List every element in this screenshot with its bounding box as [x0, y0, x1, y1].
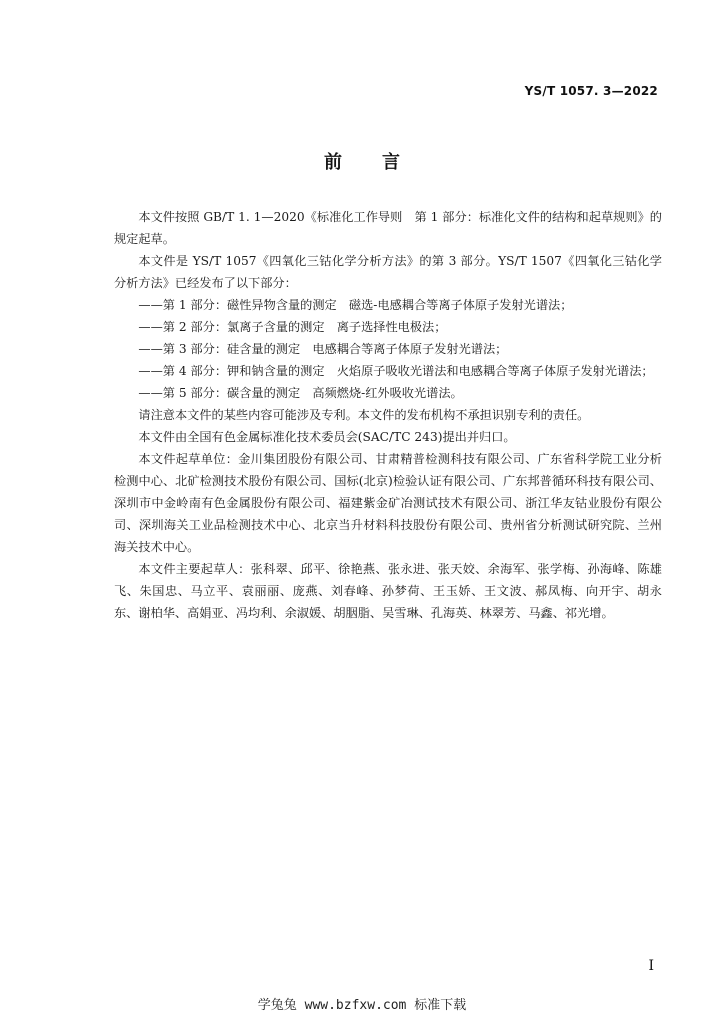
paragraph-series-intro: 本文件是 YS/T 1057《四氧化三钴化学分析方法》的第 3 部分。YS/T 1507《四氧化三钴化学分析方法》已经发布了以下部分：: [114, 254, 662, 290]
list-item: ——第 1 部分：磁性异物含量的测定 磁选-电感耦合等离子体原子发射光谱法；: [138, 298, 573, 312]
paragraph-drafting-rules: 本文件按照 GB/T 1. 1—2020《标准化工作导则 第 1 部分：标准化文件的结构和起草规则》的规定起草。: [114, 210, 662, 246]
paragraph-drafting-units: 本文件起草单位：金川集团股份有限公司、甘肃精普检测科技有限公司、广东省科学院工业分析检测中心、北矿检测技术股份有限公司、国标(北京)检验认证有限公司、广东邦普循环科技有限公司、深圳市中金岭南有色金属股份有限公司、福建紫金矿冶测试技术有限公司、浙江华友钴业股份有限公司、深圳海关工业品检测技术中心、北京当升材料科技股份有限公司、贵州省分析测试研究院、兰州海关技术中心。: [114, 452, 662, 554]
list-item: ——第 2 部分：氯离子含量的测定 离子选择性电极法；: [138, 320, 447, 334]
paragraph-patent-notice: 请注意本文件的某些内容可能涉及专利。本文件的发布机构不承担识别专利的责任。: [138, 408, 590, 422]
parts-list: [114, 294, 662, 404]
page-title: [0, 148, 724, 174]
list-item: ——第 3 部分：硅含量的测定 电感耦合等离子体原子发射光谱法；: [138, 342, 508, 356]
title-char-2: 言: [382, 152, 400, 173]
paragraph-committee: 本文件由全国有色金属标准化技术委员会(SAC/TC 243)提出并归口。: [138, 430, 516, 444]
footer-watermark: 学兔兔 www.bzfxw.com 标准下载: [257, 998, 467, 1013]
standard-number: YS/T 1057. 3—2022: [524, 84, 658, 98]
page-number: I: [648, 958, 654, 974]
paragraph-drafters: 本文件主要起草人：张科翠、邱平、徐艳燕、张永进、张天姣、余海军、张学梅、孙海峰、陈雄飞、朱国忠、马立平、袁丽丽、庞燕、刘春峰、孙梦荷、王玉娇、王文波、郝凤梅、向开宇、胡永东、谢柏华、高娟亚、冯均利、余淑媛、胡胭脂、吴雪琳、孔海英、林翠芳、马鑫、祁光增。: [114, 562, 662, 620]
title-char-1: 前: [324, 152, 342, 173]
foreword-body: [114, 206, 662, 624]
list-item: ——第 4 部分：钾和钠含量的测定 火焰原子吸收光谱法和电感耦合等离子体原子发射光谱法；: [138, 364, 654, 378]
list-item: ——第 5 部分：碳含量的测定 高频燃烧-红外吸收光谱法。: [138, 386, 463, 400]
